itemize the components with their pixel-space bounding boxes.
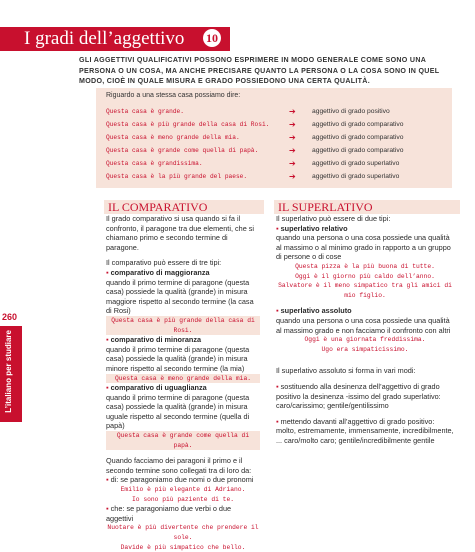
title-banner <box>0 27 230 51</box>
example-sentence: Questa casa è più grande della casa di Rosi. <box>106 121 270 128</box>
example-sentence: Questa casa è grandissima. <box>106 160 203 167</box>
intro-paragraph: GLI AGGETTIVI QUALIFICATIVI POSSONO ESPRIMERE IN MODO GENERALE COME SONO UNA PERSONA O UN COSA, MA ANCHE PRECISARE QUANTO LA PERSONA O LA COSA SONO IN QUEL MODO, CIOÈ IN QUALE MISURA E GRADO POSSIEDONO UNA CERTA QUALITÀ. <box>79 56 440 85</box>
che-example-2: Davide è più simpatico che bello. <box>120 543 246 551</box>
example-grade: aggettivo di grado positivo <box>312 108 390 115</box>
che-example-1: Nuotare è più divertente che prendere il sole. <box>107 524 259 541</box>
page-number: 260 <box>2 312 18 322</box>
comparativo-column <box>106 214 260 552</box>
example-row <box>106 171 446 183</box>
maggioranza-text: quando il primo termine di paragone (questa casa) possiede la qualità (grande) in misura maggiore rispetto al secondo termine (la casa di Rosi) <box>106 277 254 316</box>
relativo-example-1: Questa pizza è la più buona di tutte. <box>295 262 435 270</box>
assoluto-forms-intro: Il superlativo assoluto si forma in vari modi: <box>276 366 416 376</box>
arrow-right-icon: ➔ <box>289 172 296 181</box>
di-example-1: Emilio è più elegante di Adriano. <box>120 486 246 494</box>
example-sentence: Questa casa è meno grande della mia. <box>106 134 240 141</box>
comparativo-types-intro: Il comparativo può essere di tre tipi: <box>106 258 222 268</box>
arrow-right-icon: ➔ <box>289 146 296 155</box>
comparativo-heading: IL COMPARATIVO <box>104 200 264 214</box>
example-row <box>106 158 446 170</box>
assoluto-example-1: Oggi è una giornata freddissima. <box>304 336 426 344</box>
section-label: L’italiano per studiare <box>4 330 13 413</box>
superlativo-intro: Il superlativo può essere di due tipi: <box>276 214 391 223</box>
example-grade: aggettivo di grado superlativo <box>312 160 400 167</box>
example-sentence: Questa casa è la più grande del paese. <box>106 173 248 180</box>
comparativo-intro: Il grado comparativo si usa quando si fa il confronto, il paragone tra due elementi, che si chiamano primo e secondo termine di paragone. <box>106 214 255 252</box>
minoranza-example: Questa casa è meno grande della mia. <box>106 374 260 384</box>
maggioranza-example: Questa casa è più grande della casa di Rosi. <box>106 316 260 335</box>
form-method-1: ▪ sostituendo alla desinenza dell’aggettivo di grado positivo la desinenza -issimo del grado superlativo: caro/carissimo; gentile/gentilissimo <box>276 382 454 411</box>
superlativo-column <box>276 214 454 445</box>
examples-heading: Riguardo a una stessa casa possiamo dire: <box>106 92 241 99</box>
chapter-number-badge: 10 <box>203 29 221 47</box>
assoluto-title: ▪ superlativo assoluto <box>276 306 454 316</box>
example-row <box>106 106 446 118</box>
che-text: ▪ che: se paragoniamo due verbi o due aggettivi <box>106 504 260 523</box>
assoluto-text: quando una persona o una cosa possiede una qualità al massimo grado e non facciamo il confronto con altri <box>276 315 451 335</box>
arrow-right-icon: ➔ <box>289 133 296 142</box>
uguaglianza-title: ▪ comparativo di uguaglianza <box>106 383 260 393</box>
example-row <box>106 119 446 131</box>
page-title: I gradi dell’aggettivo <box>24 28 185 49</box>
relativo-example-2: Oggi è il giorno più caldo dell’anno. <box>295 272 435 280</box>
form-method-2: ▪ mettendo davanti all’aggettivo di grado positivo: molto, estremamente, immensamente, incredibilmente, ... caro/molto caro; gentile/incredibilmente gentile <box>276 417 454 446</box>
examples-box <box>96 88 452 188</box>
example-grade: aggettivo di grado superlativo <box>312 173 400 180</box>
example-grade: aggettivo di grado comparativo <box>312 147 404 154</box>
arrow-right-icon: ➔ <box>289 120 296 129</box>
uguaglianza-example: Questa casa è grande come quella di papà. <box>106 431 260 450</box>
di-text: ▪ di: se paragoniamo due nomi o due pronomi <box>106 475 260 485</box>
connectors-intro: Quando facciamo dei paragoni il primo e il secondo termine sono collegati tra di loro da: <box>106 456 252 475</box>
arrow-right-icon: ➔ <box>289 107 296 116</box>
example-sentence: Questa casa è grande. <box>106 108 184 115</box>
maggioranza-title: ▪ comparativo di maggioranza <box>106 268 260 278</box>
superlativo-heading: IL SUPERLATIVO <box>274 200 460 214</box>
example-sentence: Questa casa è grande come quella di papà. <box>106 147 259 154</box>
example-grade: aggettivo di grado comparativo <box>312 121 404 128</box>
minoranza-text: quando il primo termine di paragone (questa casa) possiede la qualità (grande) in misura minore rispetto al secondo termine (la mia) <box>106 344 250 373</box>
relativo-title: ▪ superlativo relativo <box>276 224 454 234</box>
minoranza-title: ▪ comparativo di minoranza <box>106 335 260 345</box>
arrow-right-icon: ➔ <box>289 159 296 168</box>
relativo-example-3: Salvatore è il meno simpatico tra gli amici di mio figlio. <box>278 282 452 299</box>
assoluto-example-2: Ugo era simpaticissimo. <box>321 345 409 353</box>
uguaglianza-text: quando il primo termine di paragone (questa casa) possiede la qualità (grande) in misura uguale rispetto al secondo termine (quella di papà) <box>106 392 250 431</box>
example-row <box>106 132 446 144</box>
relativo-text: quando una persona o una cosa possiede una qualità al massimo o al minimo grado in rapporto a un gruppo di persone o di cose <box>276 233 451 262</box>
di-example-2: Io sono più paziente di te. <box>131 495 235 503</box>
example-grade: aggettivo di grado comparativo <box>312 134 404 141</box>
example-row <box>106 145 446 157</box>
section-tab <box>0 326 22 422</box>
